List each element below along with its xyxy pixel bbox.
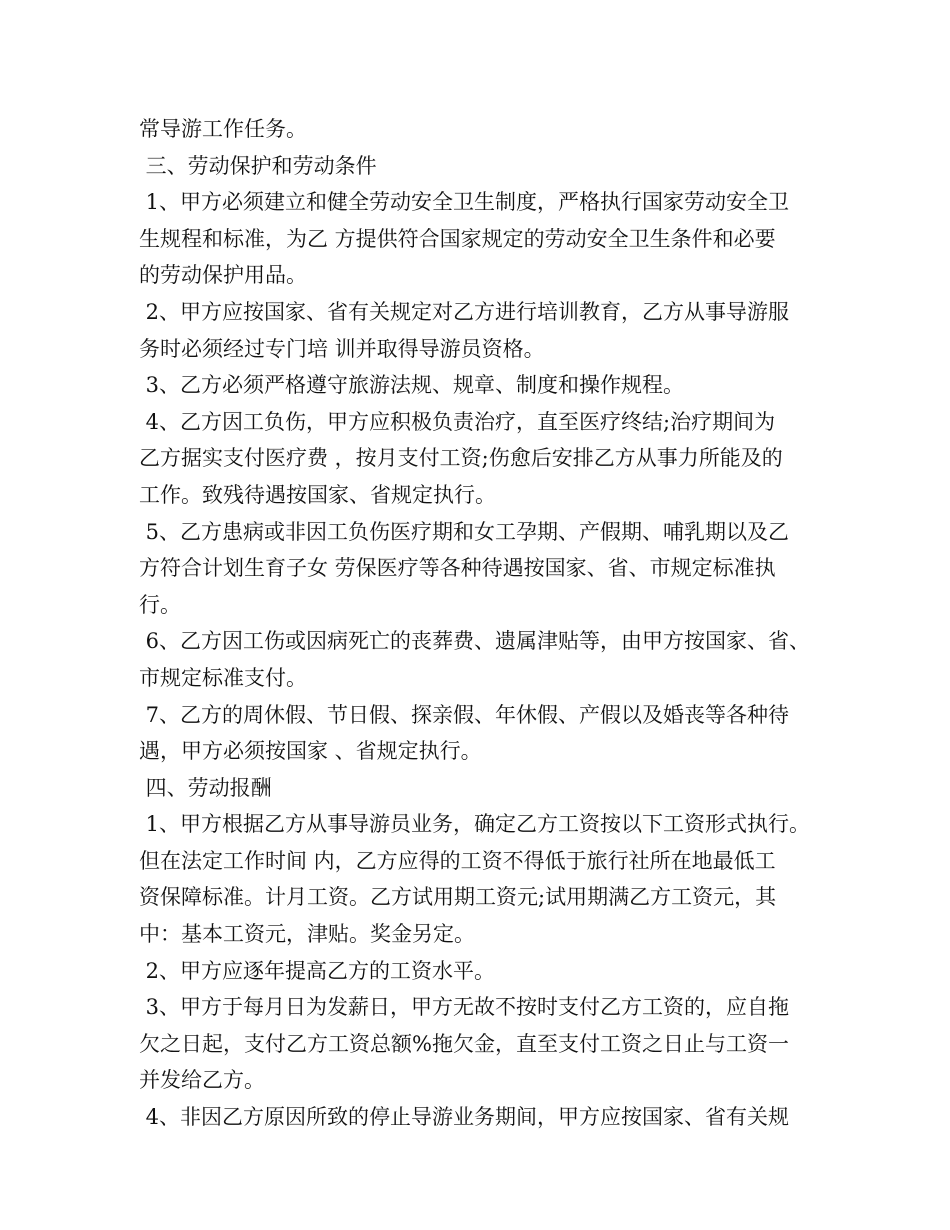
- text-line: 市规定标准支付。: [139, 665, 307, 690]
- text-line: 方符合计划生育子女 劳保医疗等各种待遇按国家、省、市规定标准执: [139, 556, 776, 581]
- text-line: 乙方据实支付医疗费 ，按月支付工资;伤愈后安排乙方从事力所能及的: [139, 446, 783, 471]
- text-line: 6、乙方因工伤或因病死亡的丧葬费、遗属津贴等，由甲方按国家、省、: [139, 629, 811, 654]
- text-line: 7、乙方的周休假、节日假、探亲假、年休假、产假以及婚丧等各种待: [139, 702, 790, 727]
- text-line: 常导游工作任务。: [139, 117, 307, 141]
- text-line: 但在法定工作时间 内，乙方应得的工资不得低于旅行社所在地最低工: [139, 848, 776, 873]
- text-line: 4、乙方因工负伤，甲方应积极负责治疗，直至医疗终结;治疗期间为: [139, 409, 776, 434]
- text-line: 的劳动保护用品。: [139, 263, 307, 288]
- text-line: 1、甲方根据乙方从事导游员业务，确定乙方工资按以下工资形式执行。: [139, 812, 811, 837]
- text-line: 2、甲方应逐年提高乙方的工资水平。: [139, 958, 496, 983]
- text-line: 欠之日起，支付乙方工资总额%拖欠金，直至支付工资之日止与工资一: [139, 1031, 789, 1056]
- text-line: 资保障标准。计月工资。乙方试用期工资元;试用期满乙方工资元，其: [139, 885, 777, 910]
- section-heading: 三、劳动保护和劳动条件: [139, 153, 377, 178]
- text-line: 中：基本工资元，津贴。奖金另定。: [139, 922, 475, 947]
- text-line: 4、非因乙方原因所致的停止导游业务期间，甲方应按国家、省有关规: [139, 1105, 790, 1130]
- text-line: 并发给乙方。: [139, 1068, 265, 1093]
- text-line: 1、甲方必须建立和健全劳动安全卫生制度，严格执行国家劳动安全卫: [139, 190, 790, 215]
- text-line: 3、甲方于每月日为发薪日，甲方无故不按时支付乙方工资的，应自拖: [139, 995, 790, 1020]
- text-line: 行。: [139, 592, 181, 617]
- text-line: 工作。致残待遇按国家、省规定执行。: [139, 482, 496, 507]
- text-line: 3、乙方必须严格遵守旅游法规、规章、制度和操作规程。: [139, 373, 685, 398]
- text-line: 务时必须经过专门培 训并取得导游员资格。: [139, 336, 545, 361]
- text-line: 2、甲方应按国家、省有关规定对乙方进行培训教育，乙方从事导游服: [139, 299, 790, 324]
- text-line: 遇，甲方必须按国家 、省规定执行。: [139, 739, 482, 764]
- section-heading: 四、劳动报酬: [139, 775, 272, 800]
- text-line: 5、乙方患病或非因工负伤医疗期和女工孕期、产假期、哺乳期以及乙: [139, 519, 790, 544]
- contract-body-text: [139, 111, 829, 1136]
- text-line: 生规程和标准，为乙 方提供符合国家规定的劳动安全卫生条件和必要: [139, 226, 776, 251]
